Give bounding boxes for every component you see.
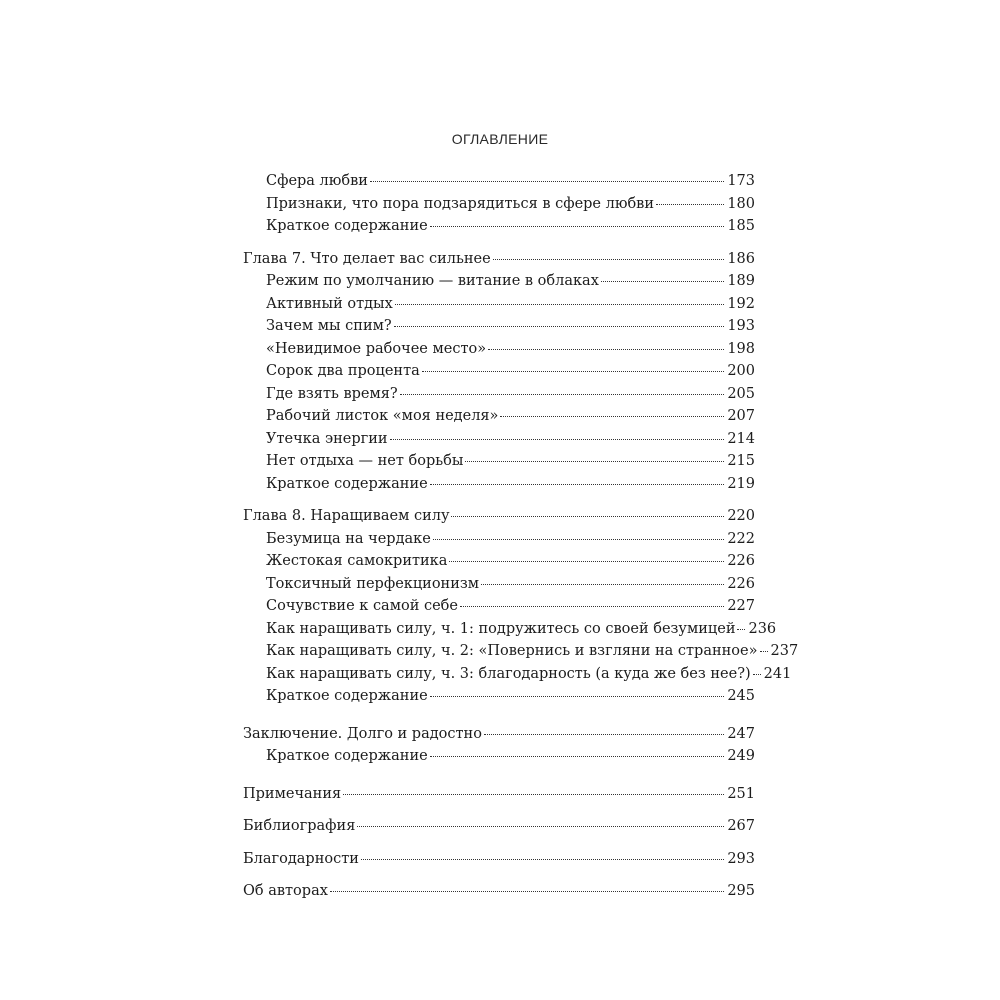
dot-leader <box>430 696 725 697</box>
toc-subentry <box>243 270 755 293</box>
toc-page-number: 245 <box>727 688 755 704</box>
dot-leader <box>430 484 725 485</box>
toc-subentry <box>243 618 777 641</box>
toc-entry-title: Как наращивать силу, ч. 1: подружитесь со своей безумицей <box>266 620 736 637</box>
toc-page-number: 198 <box>727 340 755 357</box>
dot-leader <box>400 394 725 395</box>
toc-page-number: 185 <box>727 218 755 234</box>
toc-subentry <box>243 360 755 383</box>
dot-leader <box>395 304 725 305</box>
dot-leader <box>737 629 745 630</box>
toc-page-number: 193 <box>727 318 755 334</box>
dot-leader <box>500 416 724 417</box>
toc-page-number: 214 <box>727 430 755 447</box>
dot-leader <box>493 259 725 260</box>
toc-page-number: 192 <box>727 295 755 312</box>
toc-chapter-entry <box>243 848 755 871</box>
toc-chapter-entry <box>243 815 755 838</box>
dot-leader <box>343 794 724 795</box>
toc-page-number: 267 <box>727 818 755 834</box>
toc-page-number: 249 <box>727 748 755 764</box>
toc-entry-title: Режим по умолчанию — витание в облаках <box>266 273 599 289</box>
toc-page-number: 236 <box>748 620 777 637</box>
toc-entry-title: Нет отдыха — нет борьбы <box>266 453 464 469</box>
toc-subentry <box>243 170 755 193</box>
toc-entry-title: Где взять время? <box>266 385 398 402</box>
dot-leader <box>370 181 724 182</box>
toc-chapter-entry <box>243 880 755 903</box>
toc-entry-title: Токсичный перфекционизм <box>266 575 480 592</box>
section-gap <box>243 238 755 248</box>
toc-entry-title: Библиография <box>243 818 356 834</box>
section-gap <box>243 768 755 783</box>
toc-entry-title: Жестокая самокритика <box>266 553 448 569</box>
toc-chapter-entry <box>243 723 755 746</box>
dot-leader <box>430 756 725 757</box>
toc-page-number: 226 <box>727 575 755 592</box>
dot-leader <box>422 371 725 372</box>
section-gap <box>243 805 755 815</box>
dot-leader <box>361 859 724 860</box>
toc-page-number: 241 <box>763 665 792 682</box>
toc-page-number: 205 <box>727 385 755 402</box>
toc-subentry <box>243 528 755 551</box>
toc-entry-title: Примечания <box>243 785 342 802</box>
dot-leader <box>460 606 724 607</box>
toc-entry-title: Как наращивать силу, ч. 3: благодарность (а куда же без нее?) <box>266 665 751 682</box>
toc-subentry <box>243 383 755 406</box>
dot-leader <box>488 349 724 350</box>
toc-page-number: 186 <box>727 250 755 267</box>
dot-leader <box>601 281 724 282</box>
toc-page-number: 222 <box>727 530 755 547</box>
toc-entry-title: Краткое содержание <box>266 748 428 764</box>
toc-subentry <box>243 473 755 496</box>
toc-subentry <box>243 550 755 573</box>
dot-leader <box>465 461 724 462</box>
toc-subentry <box>243 573 755 596</box>
dot-leader <box>656 204 724 205</box>
dot-leader <box>394 326 725 327</box>
toc-entry-title: Краткое содержание <box>266 475 428 492</box>
dot-leader <box>430 226 725 227</box>
section-gap <box>243 495 755 505</box>
toc-entry-title: Признаки, что пора подзарядиться в сфере любви <box>266 195 655 212</box>
dot-leader <box>753 674 761 675</box>
toc-subentry <box>243 640 799 663</box>
toc-entry-title: Краткое содержание <box>266 218 428 234</box>
toc-chapter-entry <box>243 783 755 806</box>
toc-subentry <box>243 450 755 473</box>
toc-page-number: 293 <box>727 850 755 867</box>
toc-entry-title: Зачем мы спим? <box>266 318 392 334</box>
dot-leader <box>760 651 768 652</box>
toc-entry-title: Сфера любви <box>266 173 368 189</box>
toc-page-number: 227 <box>727 598 755 614</box>
dot-leader <box>449 561 724 562</box>
toc-subentry <box>243 193 755 216</box>
toc-subentry <box>243 595 755 618</box>
toc-page-number: 173 <box>727 173 755 189</box>
toc-entry-title: Утечка энергии <box>266 430 388 447</box>
dot-leader <box>433 539 725 540</box>
toc-page-number: 207 <box>727 408 755 424</box>
toc-subentry <box>243 315 755 338</box>
toc-subentry <box>243 428 755 451</box>
toc-entry-title: Рабочий листок «моя неделя» <box>266 408 499 424</box>
toc-page-number: 237 <box>770 643 799 659</box>
page-title: ОГЛАВЛЕНИЕ <box>451 131 549 147</box>
toc-entry-title: Заключение. Долго и радостно <box>243 725 482 742</box>
toc-page-number: 295 <box>727 883 755 899</box>
toc-entry-title: Безумица на чердаке <box>266 530 431 547</box>
toc-entry-title: «Невидимое рабочее место» <box>266 340 487 357</box>
toc-subentry <box>243 685 755 708</box>
toc-subentry <box>243 405 755 428</box>
toc-entry-title: Активный отдых <box>266 295 393 312</box>
section-gap <box>243 838 755 848</box>
dot-leader <box>390 439 725 440</box>
toc-chapter-entry <box>243 505 755 528</box>
toc-entry-title: Благодарности <box>243 850 359 867</box>
dot-leader <box>484 734 724 735</box>
toc-page-number: 251 <box>727 785 755 802</box>
dot-leader <box>330 891 724 892</box>
toc-entry-title: Глава 7. Что делает вас сильнее <box>243 250 491 267</box>
toc-entry-title: Глава 8. Наращиваем силу <box>243 508 450 524</box>
toc-page-number: 215 <box>727 453 755 469</box>
toc-entry-title: Сочувствие к самой себе <box>266 598 458 614</box>
toc-subentry <box>243 745 755 768</box>
toc-page-number: 220 <box>727 508 755 524</box>
toc-entry-title: Об авторах <box>243 883 328 899</box>
toc-chapter-entry <box>243 248 755 271</box>
toc-page-number: 247 <box>727 725 755 742</box>
toc-page-number: 226 <box>727 553 755 569</box>
toc-subentry <box>243 338 755 361</box>
toc-subentry <box>243 663 792 686</box>
toc-page-number: 200 <box>727 363 755 379</box>
toc-entry-title: Сорок два процента <box>266 363 420 379</box>
section-gap <box>243 870 755 880</box>
toc-subentry <box>243 293 755 316</box>
dot-leader <box>451 516 724 517</box>
toc-subentry <box>243 215 755 238</box>
toc-entry-title: Как наращивать силу, ч. 2: «Повернись и взгляни на странное» <box>266 643 758 659</box>
dot-leader <box>481 584 724 585</box>
toc-entry-title: Краткое содержание <box>266 688 428 704</box>
toc-page-number: 219 <box>727 475 755 492</box>
table-of-contents <box>243 170 799 903</box>
section-gap <box>243 708 755 723</box>
dot-leader <box>357 826 724 827</box>
toc-page-number: 189 <box>727 273 755 289</box>
toc-page-number: 180 <box>727 195 755 212</box>
